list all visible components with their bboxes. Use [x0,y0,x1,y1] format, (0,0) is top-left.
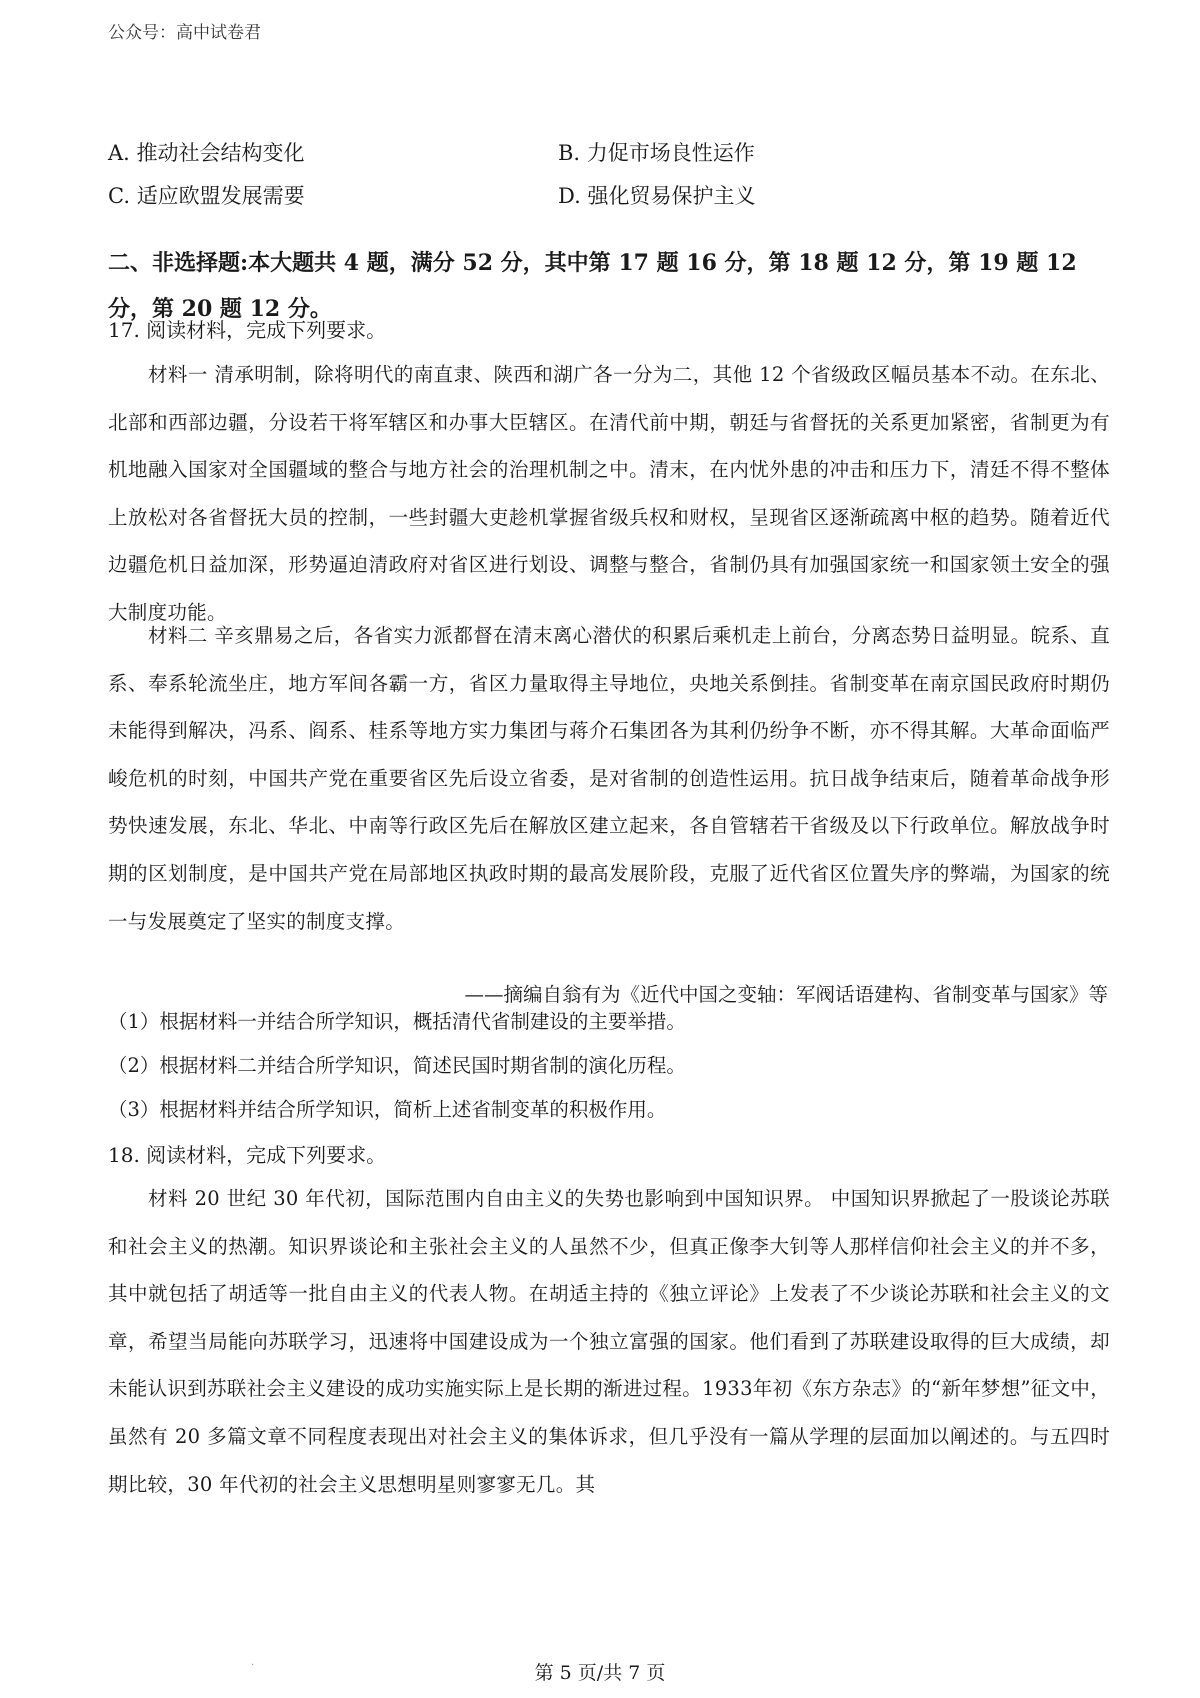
option-b [558,137,755,167]
option-letter: D. [558,184,581,208]
page-number: 第 5 页/共 7 页 [534,1662,666,1684]
option-text: 力促市场良性运作 [586,141,755,165]
material-18-text: 材料 20 世纪 30 年代初，国际范围内自由主义的失势也影响到中国知识界。 中国知识界掀起了一股谈论苏联和社会主义的热潮。知识界谈论和主张社会主义的人虽然不少，但真正像李大钊等人那样信仰社会主义的并不多，其中就包括了胡适等一批自由主义的代表人物。在胡适主持的《独立评论》上发表了不少谈论苏联和社会主义的文章，希望当局能向苏联学习，迅速将中国建设成为一个独立富强的国家。他们看到了苏联建设取得的巨大成绩，却未能认识到苏联社会主义建设的成功实施实际上是长期的渐进过程。1933年初《东方杂志》的“新年梦想”征文中，虽然有 20 多篇文章不同程度表现出对社会主义的集体诉求，但几乎没有一篇从学理的层面加以阐述的。与五四时期比较，30 年代初的社会主义思想明星则寥寥无几。其 [108,1187,1110,1496]
material-source: ——摘编自翁有为《近代中国之变轴：军阀话语建构、省制变革与国家》等 [464,983,1108,1006]
option-c [108,180,305,210]
sub-question-3: （3）根据材料并结合所学知识，简析上述省制变革的积极作用。 [108,1098,667,1121]
option-d [558,180,755,210]
option-letter: C. [108,184,130,208]
option-letter: B. [558,141,581,165]
sub-question-1: （1）根据材料一并结合所学知识，概括清代省制建设的主要举措。 [108,1010,686,1033]
material-1 [108,351,1110,637]
option-text: 适应欧盟发展需要 [136,184,305,208]
option-text: 强化贸易保护主义 [587,184,756,208]
material-2 [108,612,1110,945]
question-18-stem: 18. 阅读材料，完成下列要求。 [108,1143,387,1167]
material-2-text: 材料二 辛亥鼎易之后，各省实力派都督在清末离心潜伏的积累后乘机走上前台，分离态势日益明显。皖系、直系、奉系轮流坐庄，地方军间各霸一方，省区力量取得主导地位，央地关系倒挂。省制变革在南京国民政府时期仍未能得到解决，冯系、阎系、桂系等地方实力集团与蒋介石集团各为其利仍纷争不断，亦不得其解。大革命面临严峻危机的时刻，中国共产党在重要省区先后设立省委，是对省制的创造性运用。抗日战争结束后，随着革命战争形势快速发展，东北、华北、中南等行政区先后在解放区建立起来，各自管辖若干省级及以下行政单位。解放战争时期的区划制度，是中国共产党在局部地区执政时期的最高发展阶段，克服了近代省区位置失序的弊端，为国家的统一与发展奠定了坚实的制度支撑。 [108,624,1110,933]
section-title: 二、非选择题:本大题共 4 题，满分 52 分，其中第 17 题 16 分，第 18 题 12 分，第 19 题 12 分，第 20 题 12 分。 [108,250,1077,322]
option-a [108,137,305,167]
question-17-stem: 17. 阅读材料，完成下列要求。 [108,318,387,342]
scan-mark: · [251,1660,255,1671]
sub-question-2: （2）根据材料二并结合所学知识，简述民国时期省制的演化历程。 [108,1054,686,1077]
option-text: 推动社会结构变化 [136,141,305,165]
header-account: 公众号：高中试卷君 [108,23,261,43]
option-letter: A. [108,141,130,165]
material-1-text: 材料一 清承明制，除将明代的南直隶、陕西和湖广各一分为二，其他 12 个省级政区幅员基本不动。在东北、北部和西部边疆，分设若干将军辖区和办事大臣辖区。在清代前中期，朝廷与省督抚的关系更加紧密，省制更为有机地融入国家对全国疆域的整合与地方社会的治理机制之中。清末，在内忧外患的冲击和压力下，清廷不得不整体上放松对各省督抚大员的控制，一些封疆大吏趁机掌握省级兵权和财权，呈现省区逐渐疏离中枢的趋势。随着近代边疆危机日益加深，形势逼迫清政府对省区进行划设、调整与整合，省制仍具有加强国家统一和国家领土安全的强大制度功能。 [108,363,1110,624]
material-18 [108,1175,1110,1508]
